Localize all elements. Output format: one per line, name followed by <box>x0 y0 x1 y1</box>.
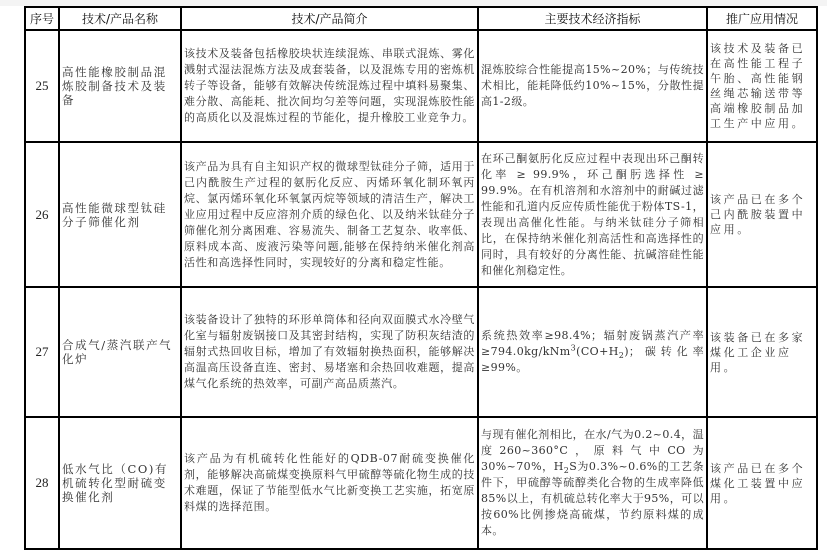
row-indicators: 在环己酮氨肟化反应过程中表现出环己酮转化率 ≥ 99.9%，环己酮肟选择性 ≥ 99.9%。在有机溶剂和水溶剂中的耐碱过滤性能和孔道内反应传质性能优于粉体TS-1，表现出高催化性能。与纳米钛硅分子筛相比，在保持纳米催化剂高活性和高选择性的同时，具有较好的分离性能、抗碱溶硅性能和催化剂稳定性。 <box>478 142 707 287</box>
row-description: 该产品为有机硫转化性能好的QDB-07耐硫变换催化剂，能够解决高硫煤变换原料气甲硫醇等硫化物生成的技术难题，保证了节能型低水气比新变换工艺实施，拓宽原料煤的选择范围。 <box>181 417 478 549</box>
table-row <box>25 417 817 549</box>
table-row <box>25 287 817 417</box>
row-name: 低水气比（CO)有机硫转化型耐硫变换催化剂 <box>59 417 181 549</box>
row-index: 26 <box>25 142 59 287</box>
table-row <box>25 30 817 142</box>
header-description: 技术/产品简介 <box>181 7 478 30</box>
row-description: 该技术及装备包括橡胶块状连续混炼、串联式混炼、雾化溅射式湿法混炼方法及成套装备，以及混炼专用的密炼机转子等设备，能够有效解决传统混炼过程中填料易聚集、难分散、高能耗、批次间均匀差等问题，实现混炼胶性能的高质化以及混炼过程的节能化，提升橡胶工业竞争力。 <box>181 30 478 142</box>
row-description: 该装备设计了独特的环形单筒体和径向双面膜式水冷壁气化室与辐射废锅接口及其密封结构，实现了防积灰结渣的辐射式热回收目标，增加了有效辐射换热面积，能够解决高温高压设备直连、密封、易堵塞和余热回收难题，提高煤气化系统的热效率，可副产高品质蒸汽。 <box>181 287 478 417</box>
row-index: 25 <box>25 30 59 142</box>
row-indicators <box>478 417 707 549</box>
indicator-text: (CO+H <box>576 345 619 358</box>
superscript: 3 <box>570 343 577 353</box>
row-application: 该产品已在多个己内酰胺装置中应用。 <box>707 142 817 287</box>
indicator-text: 系统热效率≥98.4%；辐射废锅蒸汽产率≥794.0kg/kNm <box>481 329 704 358</box>
header-indicators: 主要技术经济指标 <box>478 7 707 30</box>
row-application: 该产品已在多个煤化工装置中应用。 <box>707 417 817 549</box>
indicator-text: 与现有催化剂相比，在水/气为0.2~0.4，温度260~360°C，原料气中CO为30%~70%，H <box>481 428 704 473</box>
row-name: 合成气/蒸汽联产气化炉 <box>59 287 181 417</box>
row-index: 28 <box>25 417 59 549</box>
table-row <box>25 142 817 287</box>
header-index: 序号 <box>25 7 59 30</box>
row-application: 该技术及装备已在高性能工程子午胎、高性能钢丝绳芯输送带等高端橡胶制品加工生产中应用。 <box>707 30 817 142</box>
header-name: 技术/产品名称 <box>59 7 181 30</box>
indicator-text: )；碳转化率≥99%。 <box>481 345 704 374</box>
row-name: 高性能微球型钛硅分子筛催化剂 <box>59 142 181 287</box>
table-header-row <box>25 7 817 30</box>
subscript: 2 <box>563 466 570 476</box>
row-index: 27 <box>25 287 59 417</box>
technology-catalog-table <box>24 6 818 550</box>
indicator-text: S为0.3%~0.6%的工艺条件下，甲硫醇等硫醇类化合物的生成率降低85%以上，有机硫总转化率大于95%，可以按60%比例掺烧高硫煤，节约原料煤的成本。 <box>481 460 704 537</box>
row-indicators: 混炼胶综合性能提高15%~20%；与传统技术相比，能耗降低约10%~15%，分散性提高1-2级。 <box>478 30 707 142</box>
row-description: 该产品为具有自主知识产权的微球型钛硅分子筛，适用于己内酰胺生产过程的氨肟化反应、丙烯环氧化制环氧丙烷、氯丙烯环氧化环氧氯丙烷等领域的清洁生产，解决工业应用过程中反应溶剂介质的绿色化、以及纳米钛硅分子筛催化剂分离困难、容易流失、制备工艺复杂、收率低、原料成本高、废液污染等问题,能够在保持纳米催化剂高活性和高选择性同时，实现较好的分离和稳定性能。 <box>181 142 478 287</box>
row-name: 高性能橡胶制品混炼胶制备技术及装备 <box>59 30 181 142</box>
subscript: 2 <box>618 351 625 361</box>
row-indicators <box>478 287 707 417</box>
row-application: 该装备已在多家煤化工企业应用。 <box>707 287 817 417</box>
header-application: 推广应用情况 <box>707 7 817 30</box>
